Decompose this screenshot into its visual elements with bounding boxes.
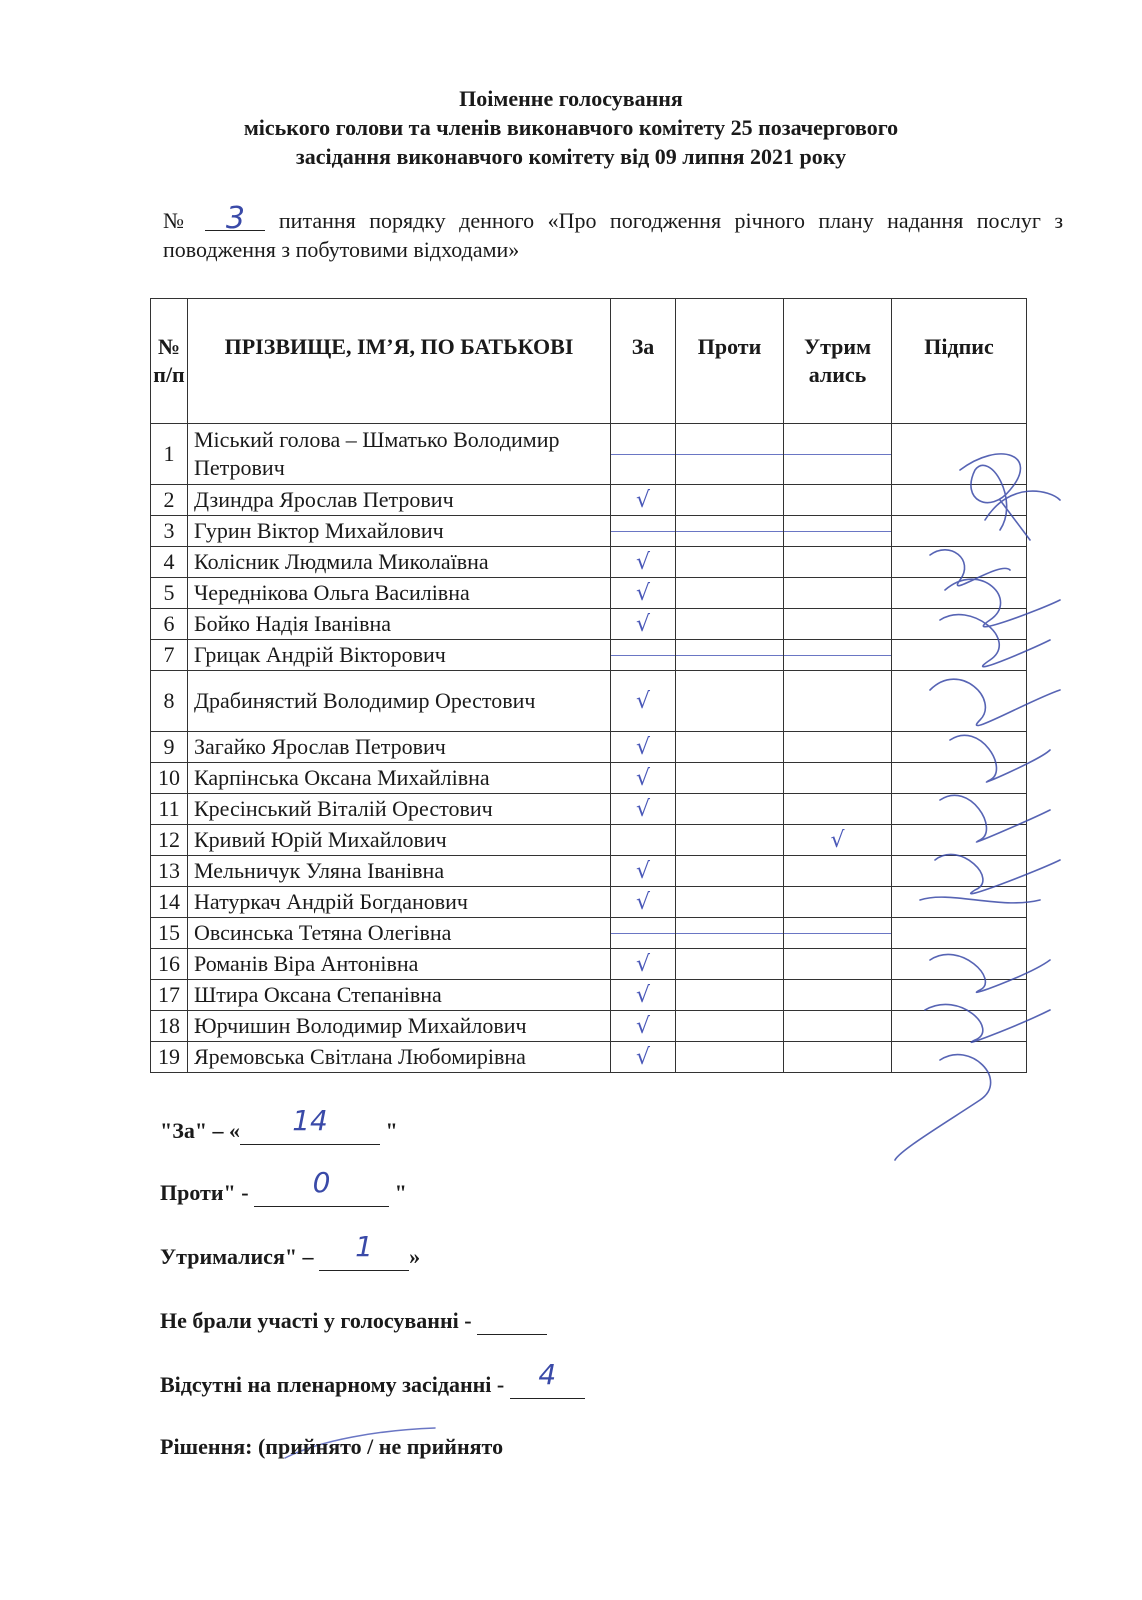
- absent-dash-mark: [676, 655, 783, 656]
- table-row: [151, 825, 1027, 856]
- vote-tick-mark: √: [635, 858, 651, 884]
- row-za: [611, 732, 676, 763]
- row-name: Гурин Віктор Михайлович: [188, 516, 611, 547]
- vote-tick-mark: √: [635, 1044, 651, 1070]
- row-name: Штира Оксана Степанівна: [188, 980, 611, 1011]
- row-signature: [892, 640, 1027, 671]
- row-number: 1: [151, 424, 188, 485]
- col-header-name: ПРІЗВИЩЕ, ІМ’Я, ПО БАТЬКОВІ: [188, 299, 611, 424]
- table-row: [151, 918, 1027, 949]
- row-proty: [676, 516, 784, 547]
- title-line-2: міського голови та членів виконавчого комітету 25 позачергового: [243, 115, 899, 140]
- summary-proty-value: 0: [312, 1166, 331, 1199]
- row-number: 17: [151, 980, 188, 1011]
- row-number: 12: [151, 825, 188, 856]
- row-number: 3: [151, 516, 188, 547]
- row-signature: [892, 856, 1027, 887]
- summary-decision: [160, 1434, 503, 1460]
- absent-dash-mark: [784, 933, 891, 934]
- row-name: Карпінська Оксана Михайлівна: [188, 763, 611, 794]
- table-row: [151, 1011, 1027, 1042]
- row-za: [611, 794, 676, 825]
- vote-tick-mark: √: [635, 889, 651, 915]
- vote-tick-mark: √: [635, 951, 651, 977]
- row-signature: [892, 516, 1027, 547]
- row-proty: [676, 424, 784, 485]
- absent-dash-mark: [611, 454, 675, 455]
- row-signature: [892, 825, 1027, 856]
- table-row: [151, 794, 1027, 825]
- vote-tick-mark: √: [635, 611, 651, 637]
- table-row: [151, 949, 1027, 980]
- summary-utr-end: »: [409, 1244, 421, 1269]
- row-name: Бойко Надія Іванівна: [188, 609, 611, 640]
- question-number-prefix: №: [163, 208, 192, 233]
- row-proty: [676, 547, 784, 578]
- row-name: Колісник Людмила Миколаївна: [188, 547, 611, 578]
- table-row: [151, 609, 1027, 640]
- summary-za-value: 14: [292, 1104, 328, 1137]
- summary-notvoted-label: Не брали участі у голосуванні -: [160, 1308, 478, 1333]
- row-name: Овсинська Тетяна Олегівна: [188, 918, 611, 949]
- vote-table-header: [151, 299, 1027, 424]
- row-signature: [892, 918, 1027, 949]
- summary-utr-label: Утрималися" –: [160, 1244, 320, 1269]
- vote-tick-mark: √: [635, 580, 651, 606]
- agenda-question: [163, 201, 1064, 264]
- row-za: [611, 825, 676, 856]
- row-utrymalys: [784, 856, 892, 887]
- row-za: [611, 578, 676, 609]
- row-number: 11: [151, 794, 188, 825]
- row-za: [611, 856, 676, 887]
- col-header-number: № п/п: [151, 299, 188, 424]
- absent-dash-mark: [676, 454, 783, 455]
- row-proty: [676, 640, 784, 671]
- row-signature: [892, 547, 1027, 578]
- row-signature: [892, 485, 1027, 516]
- row-proty: [676, 671, 784, 732]
- row-name: Дзиндра Ярослав Петрович: [188, 485, 611, 516]
- row-name: Череднікова Ольга Василівна: [188, 578, 611, 609]
- table-row: [151, 547, 1027, 578]
- row-name: Юрчишин Володимир Михайлович: [188, 1011, 611, 1042]
- row-name: Міський голова – Шматько Володимир Петрович: [188, 424, 611, 485]
- row-proty: [676, 918, 784, 949]
- row-number: 5: [151, 578, 188, 609]
- row-number: 10: [151, 763, 188, 794]
- row-utrymalys: [784, 980, 892, 1011]
- row-signature: [892, 1042, 1027, 1073]
- row-proty: [676, 763, 784, 794]
- row-utrymalys: [784, 640, 892, 671]
- table-row: [151, 763, 1027, 794]
- absent-dash-mark: [611, 531, 675, 532]
- row-signature: [892, 887, 1027, 918]
- table-row: [151, 980, 1027, 1011]
- row-signature: [892, 949, 1027, 980]
- row-signature: [892, 609, 1027, 640]
- row-utrymalys: [784, 609, 892, 640]
- row-utrymalys: [784, 671, 892, 732]
- row-proty: [676, 856, 784, 887]
- vote-tick-mark: √: [635, 796, 651, 822]
- row-za: [611, 516, 676, 547]
- row-za: [611, 1011, 676, 1042]
- row-proty: [676, 887, 784, 918]
- title-line-3: засідання виконавчого комітету від 09 липня 2021 року: [295, 144, 847, 169]
- row-number: 2: [151, 485, 188, 516]
- vote-tick-mark: √: [635, 1013, 651, 1039]
- row-signature: [892, 794, 1027, 825]
- row-number: 18: [151, 1011, 188, 1042]
- vote-tick-mark: √: [635, 734, 651, 760]
- summary-za: [160, 1104, 398, 1145]
- row-name: Драбинястий Володимир Орестович: [188, 671, 611, 732]
- absent-dash-mark: [611, 655, 675, 656]
- row-za: [611, 671, 676, 732]
- vote-tick-mark: √: [830, 827, 845, 853]
- row-utrymalys: [784, 949, 892, 980]
- row-number: 14: [151, 887, 188, 918]
- table-row: [151, 485, 1027, 516]
- summary-absent-label: Відсутні на пленарному засіданні -: [160, 1372, 510, 1397]
- row-za: [611, 485, 676, 516]
- row-utrymalys: [784, 1042, 892, 1073]
- col-header-za: За: [611, 299, 676, 424]
- row-utrymalys: [784, 887, 892, 918]
- row-utrymalys: [784, 763, 892, 794]
- row-utrymalys: [784, 825, 892, 856]
- row-proty: [676, 1011, 784, 1042]
- table-row: [151, 671, 1027, 732]
- summary-utr-value: 1: [355, 1230, 373, 1263]
- summary-za-end: ": [380, 1118, 398, 1143]
- summary-proty: [160, 1166, 407, 1207]
- row-utrymalys: [784, 424, 892, 485]
- row-za: [611, 887, 676, 918]
- question-number: 3: [205, 208, 265, 231]
- row-name: Мельничук Уляна Іванівна: [188, 856, 611, 887]
- summary-decision-label: Рішення: (прийнято / не прийнято: [160, 1434, 504, 1459]
- row-signature: [892, 980, 1027, 1011]
- table-row: [151, 732, 1027, 763]
- col-header-utrymalys: Утрим ались: [784, 299, 892, 424]
- row-name: Кресінський Віталій Орестович: [188, 794, 611, 825]
- row-za: [611, 640, 676, 671]
- row-number: 16: [151, 949, 188, 980]
- table-row: [151, 856, 1027, 887]
- absent-dash-mark: [611, 933, 675, 934]
- row-utrymalys: [784, 1011, 892, 1042]
- row-za: [611, 980, 676, 1011]
- absent-dash-mark: [784, 655, 891, 656]
- row-number: 13: [151, 856, 188, 887]
- row-za: [611, 547, 676, 578]
- row-utrymalys: [784, 732, 892, 763]
- row-za: [611, 1042, 676, 1073]
- table-row: [151, 516, 1027, 547]
- row-number: 9: [151, 732, 188, 763]
- row-signature: [892, 763, 1027, 794]
- row-proty: [676, 1042, 784, 1073]
- row-number: 7: [151, 640, 188, 671]
- row-name: Яремовська Світлана Любомирівна: [188, 1042, 611, 1073]
- row-signature: [892, 424, 1027, 485]
- summary-not-voted: [160, 1308, 547, 1335]
- row-signature: [892, 578, 1027, 609]
- row-utrymalys: [784, 516, 892, 547]
- col-header-proty: Проти: [676, 299, 784, 424]
- summary-absent-value: 4: [538, 1358, 557, 1391]
- row-proty: [676, 609, 784, 640]
- row-za: [611, 763, 676, 794]
- document-title: [0, 84, 1142, 171]
- row-name: Натуркач Андрій Богданович: [188, 887, 611, 918]
- table-row: [151, 640, 1027, 671]
- row-za: [611, 918, 676, 949]
- summary-proty-end: ": [389, 1180, 407, 1205]
- absent-dash-mark: [784, 454, 891, 455]
- row-signature: [892, 732, 1027, 763]
- summary-utrymalys: [160, 1230, 421, 1271]
- row-number: 15: [151, 918, 188, 949]
- row-utrymalys: [784, 547, 892, 578]
- vote-tick-mark: √: [635, 688, 651, 714]
- row-za: [611, 609, 676, 640]
- row-number: 4: [151, 547, 188, 578]
- row-name: Грицак Андрій Вікторович: [188, 640, 611, 671]
- row-proty: [676, 980, 784, 1011]
- vote-table: [150, 298, 1027, 1073]
- vote-tick-mark: √: [635, 765, 651, 791]
- row-utrymalys: [784, 578, 892, 609]
- row-proty: [676, 578, 784, 609]
- absent-dash-mark: [676, 933, 783, 934]
- title-line-1: Поіменне голосування: [459, 86, 683, 111]
- row-signature: [892, 1011, 1027, 1042]
- vote-tick-mark: √: [635, 982, 651, 1008]
- summary-za-label: "За" – «: [160, 1118, 241, 1143]
- row-proty: [676, 825, 784, 856]
- row-proty: [676, 732, 784, 763]
- row-number: 8: [151, 671, 188, 732]
- summary-absent: [160, 1358, 585, 1399]
- table-row: [151, 578, 1027, 609]
- row-proty: [676, 794, 784, 825]
- absent-dash-mark: [676, 531, 783, 532]
- row-utrymalys: [784, 485, 892, 516]
- row-utrymalys: [784, 794, 892, 825]
- row-name: Романів Віра Антонівна: [188, 949, 611, 980]
- row-utrymalys: [784, 918, 892, 949]
- table-row: [151, 887, 1027, 918]
- col-header-signature: Підпис: [892, 299, 1027, 424]
- absent-dash-mark: [784, 531, 891, 532]
- summary-proty-label: Проти" -: [160, 1180, 255, 1205]
- row-za: [611, 424, 676, 485]
- table-row: [151, 1042, 1027, 1073]
- vote-tick-mark: √: [635, 487, 651, 513]
- row-number: 6: [151, 609, 188, 640]
- row-number: 19: [151, 1042, 188, 1073]
- row-za: [611, 949, 676, 980]
- row-signature: [892, 671, 1027, 732]
- vote-tick-mark: √: [635, 549, 651, 575]
- row-proty: [676, 485, 784, 516]
- vote-table-body: [151, 424, 1027, 1073]
- row-name: Кривий Юрій Михайлович: [188, 825, 611, 856]
- table-row: [151, 424, 1027, 485]
- question-text: питання порядку денного «Про погодження річного плану надання послуг з поводження з побутовими відходами»: [163, 208, 1064, 262]
- row-proty: [676, 949, 784, 980]
- row-name: Загайко Ярослав Петрович: [188, 732, 611, 763]
